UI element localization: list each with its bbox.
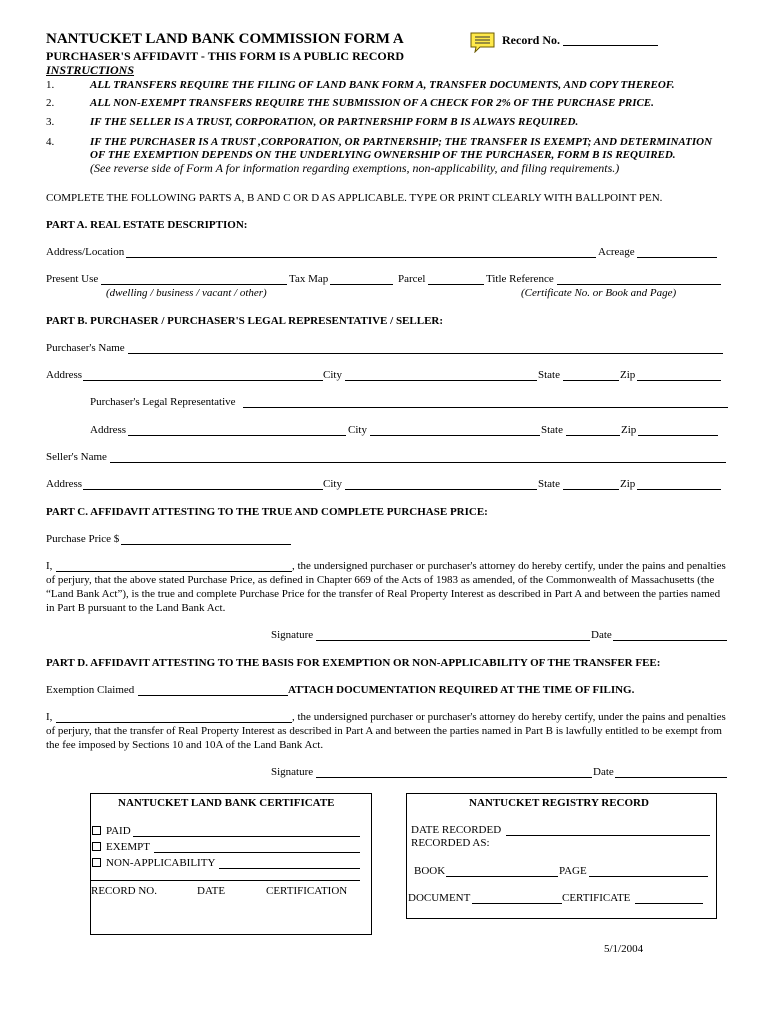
paid-checkbox[interactable] [92, 826, 101, 835]
signature-label: Signature [271, 766, 314, 778]
seller-name-label: Seller's Name [46, 451, 107, 463]
record-no-column: RECORD NO. [91, 885, 158, 897]
complete-instruction: COMPLETE THE FOLLOWING PARTS A, B AND C OR D AS APPLICABLE. TYPE OR PRINT CLEARLY WITH BALLPOINT PEN. [46, 192, 663, 204]
registry-heading: NANTUCKET REGISTRY RECORD [469, 797, 649, 809]
affidavit-text: in Part B pursuant to the Land Bank Act. [46, 602, 226, 614]
exemption-affiant-name-field[interactable] [56, 712, 292, 723]
address-location-label: Address/Location [46, 246, 125, 258]
title-reference-label: Title Reference [486, 273, 554, 285]
affidavit-text: of perjury, that the transfer of Real Property Interest as described in Part A and between the parties named in Part B is lawfully entitled to be exempt from [46, 725, 722, 737]
date-label: Date [593, 766, 614, 778]
certificate-field[interactable] [635, 893, 703, 904]
affidavit-i-label: I, [46, 711, 53, 723]
certificate-divider [90, 880, 360, 881]
legal-rep-state-label: State [541, 424, 563, 436]
purchaser-state-label: State [538, 369, 560, 381]
form-title: NANTUCKET LAND BANK COMMISSION FORM A [46, 31, 404, 47]
seller-city-field[interactable] [345, 479, 537, 490]
purchaser-name-field[interactable] [128, 343, 723, 354]
attach-documentation-note: ATTACH DOCUMENTATION REQUIRED AT THE TIME OF FILING. [288, 684, 635, 696]
page-label: PAGE [559, 865, 587, 877]
instructions-heading: INSTRUCTIONS [46, 63, 135, 77]
legal-rep-state-field[interactable] [566, 425, 620, 436]
paid-label: PAID [106, 825, 131, 837]
purchaser-zip-label: Zip [620, 369, 636, 381]
part-a-heading: PART A. REAL ESTATE DESCRIPTION: [46, 219, 248, 231]
tax-map-label: Tax Map [289, 273, 329, 285]
instruction-number: 1. [46, 79, 55, 91]
part-c-heading: PART C. AFFIDAVIT ATTESTING TO THE TRUE AND COMPLETE PURCHASE PRICE: [46, 506, 488, 518]
instruction-text: OF THE EXEMPTION DEPENDS ON THE UNDERLYING OWNERSHIP OF THE PURCHASER, FORM B IS REQUIRED. [90, 149, 676, 161]
date-recorded-label: DATE RECORDED [411, 824, 502, 836]
legal-rep-label: Purchaser's Legal Representative [90, 396, 236, 408]
exempt-checkbox[interactable] [92, 842, 101, 851]
exemption-date-field[interactable] [615, 767, 727, 778]
affidavit-text: “Land Bank Act”), is the true and complete Purchase Price for the transfer of Real Property Interest as described in Part A and between the parties named [46, 588, 721, 600]
exempt-line [154, 852, 360, 853]
present-use-field[interactable] [101, 274, 287, 285]
legal-rep-city-field[interactable] [370, 425, 540, 436]
seller-name-field[interactable] [110, 452, 726, 463]
purchaser-address-field[interactable] [83, 370, 323, 381]
signature-label: Signature [271, 629, 314, 641]
nonapplicability-checkbox[interactable] [92, 858, 101, 867]
nonapplicability-line [219, 868, 360, 869]
acreage-label: Acreage [598, 246, 635, 258]
legal-rep-city-label: City [348, 424, 367, 436]
certificate-heading: NANTUCKET LAND BANK CERTIFICATE [118, 797, 335, 809]
recorded-as-label: RECORDED AS: [411, 837, 490, 849]
date-recorded-field[interactable] [506, 825, 710, 836]
purchaser-address-label: Address [46, 369, 83, 381]
instruction-number: 3. [46, 116, 55, 128]
parcel-field[interactable] [428, 274, 484, 285]
legal-rep-zip-field[interactable] [638, 425, 718, 436]
purchaser-state-field[interactable] [563, 370, 619, 381]
date-column: DATE [197, 885, 226, 897]
legal-rep-address-field[interactable] [128, 425, 346, 436]
instruction-text: IF THE SELLER IS A TRUST, CORPORATION, OR PARTNERSHIP FORM B IS ALWAYS REQUIRED. [90, 116, 579, 128]
certification-column: CERTIFICATION [266, 885, 348, 897]
page-field[interactable] [589, 866, 708, 877]
date-field[interactable] [613, 630, 727, 641]
seller-state-label: State [538, 478, 560, 490]
purchaser-city-field[interactable] [345, 370, 537, 381]
purchaser-name-label: Purchaser's Name [46, 342, 125, 354]
exemption-signature-field[interactable] [316, 767, 592, 778]
present-use-hint: (dwelling / business / vacant / other) [106, 287, 267, 299]
book-label: BOOK [414, 865, 446, 877]
record-no-label: Record No. [502, 33, 560, 47]
record-no-field[interactable] [563, 35, 658, 46]
purchase-price-label: Purchase Price $ [46, 533, 120, 545]
legal-rep-address-label: Address [90, 424, 127, 436]
tax-map-field[interactable] [330, 274, 393, 285]
part-b-heading: PART B. PURCHASER / PURCHASER'S LEGAL REPRESENTATIVE / SELLER: [46, 315, 444, 327]
purchaser-city-label: City [323, 369, 342, 381]
instruction-text: ALL TRANSFERS REQUIRE THE FILING OF LAND BANK FORM A, TRANSFER DOCUMENTS, AND COPY THEREOF. [90, 79, 675, 91]
paid-row [92, 825, 131, 838]
legal-rep-field[interactable] [243, 397, 728, 408]
legal-rep-zip-label: Zip [621, 424, 637, 436]
instruction-text: ALL NON-EXEMPT TRANSFERS REQUIRE THE SUBMISSION OF A CHECK FOR 2% OF THE PURCHASE PRICE. [90, 97, 654, 109]
seller-state-field[interactable] [563, 479, 619, 490]
address-location-field[interactable] [126, 247, 596, 258]
signature-field[interactable] [316, 630, 590, 641]
seller-address-label: Address [46, 478, 83, 490]
seller-zip-field[interactable] [637, 479, 721, 490]
seller-address-field[interactable] [83, 479, 323, 490]
affidavit-text: the fee imposed by Sections 10 and 10A of the Land Bank Act. [46, 739, 324, 751]
acreage-field[interactable] [637, 247, 717, 258]
seller-zip-label: Zip [620, 478, 636, 490]
nonapplicability-label: NON-APPLICABILITY [106, 857, 216, 869]
instruction-note: (See reverse side of Form A for information regarding exemptions, non-applicability, and filing requirements.) [90, 161, 620, 175]
nonapplicability-row [92, 857, 215, 870]
form-subtitle: PURCHASER'S AFFIDAVIT - THIS FORM IS A PUBLIC RECORD [46, 49, 405, 63]
paid-line [133, 836, 360, 837]
present-use-label: Present Use [46, 273, 99, 285]
part-d-heading: PART D. AFFIDAVIT ATTESTING TO THE BASIS FOR EXEMPTION OR NON-APPLICABILITY OF THE TRANSFER FEE: [46, 657, 661, 669]
certificate-label: CERTIFICATE [562, 892, 631, 904]
affidavit-text: , the undersigned purchaser or purchaser's attorney do hereby certify, under the pains and penalties [292, 711, 726, 723]
affiant-name-field[interactable] [56, 561, 292, 572]
purchaser-zip-field[interactable] [637, 370, 721, 381]
instruction-number: 4. [46, 136, 55, 148]
document-field[interactable] [472, 893, 562, 904]
affidavit-text: , the undersigned purchaser or purchaser's attorney do hereby certify, under the pains and penalties [292, 560, 726, 572]
instruction-text: IF THE PURCHASER IS A TRUST ,CORPORATION, OR PARTNERSHIP; THE TRANSFER IS EXEMPT; AND DETERMINATION [90, 136, 713, 148]
exempt-label: EXEMPT [106, 841, 150, 853]
book-field[interactable] [446, 866, 558, 877]
exemption-claimed-field[interactable] [138, 685, 288, 696]
parcel-label: Parcel [398, 273, 426, 285]
purchase-price-field[interactable] [121, 534, 291, 545]
document-label: DOCUMENT [408, 892, 471, 904]
exempt-row [92, 841, 150, 854]
date-label: Date [591, 629, 612, 641]
form-revision-date: 5/1/2004 [604, 943, 644, 955]
seller-city-label: City [323, 478, 342, 490]
exemption-claimed-label: Exemption Claimed [46, 684, 135, 696]
affidavit-i-label: I, [46, 560, 53, 572]
instruction-number: 2. [46, 97, 55, 109]
comment-note-icon[interactable] [469, 31, 496, 53]
title-reference-hint: (Certificate No. or Book and Page) [521, 287, 677, 299]
affidavit-text: of perjury, that the above stated Purchase Price, as defined in Chapter 669 of the Acts of 1983 as amended, of the Commonwealth of Massachusetts (the [46, 574, 715, 586]
title-reference-field[interactable] [557, 274, 721, 285]
